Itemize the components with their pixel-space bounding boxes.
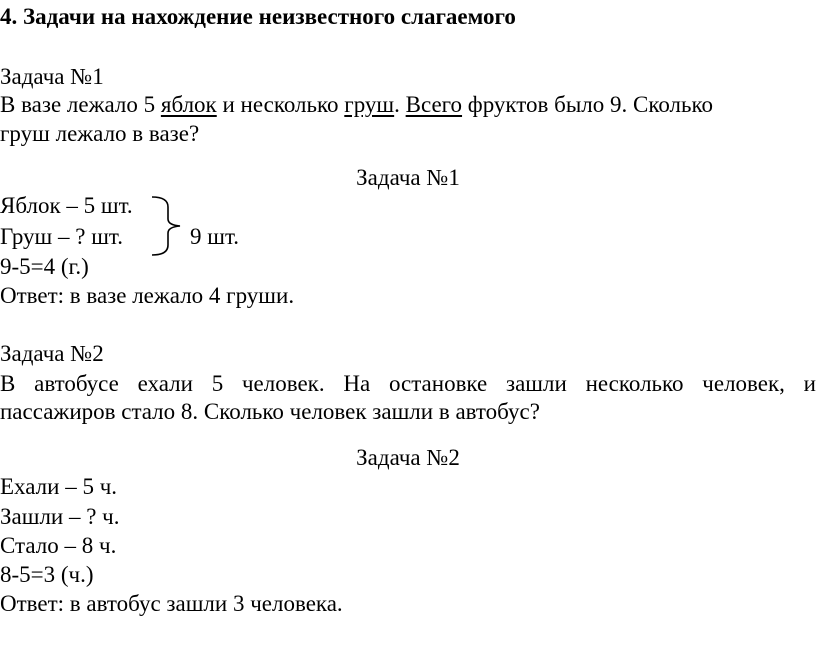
task1-answer: Ответ: в вазе лежало 4 груши. — [0, 283, 295, 308]
task2-problem-line2: пассажиров стало 8. Сколько человек зашли в автобус? — [0, 399, 540, 424]
task1-word-total: Всего — [405, 92, 463, 117]
task2-header: Задача №2 — [0, 341, 104, 366]
task1-header: Задача №1 — [0, 64, 104, 89]
task2-row-entered: Зашли – ? ч. — [0, 504, 120, 529]
task2-answer: Ответ: в автобус зашли 3 человека. — [0, 591, 343, 616]
task2-row-rode: Ехали – 5 ч. — [0, 474, 118, 499]
task1-row-pears: Груш – ? шт. — [0, 224, 123, 249]
task1-problem-line2: груш лежало в вазе? — [0, 121, 200, 146]
task2-row-became: Стало – 8 ч. — [0, 533, 117, 558]
task2-solution-header: Задача №2 — [356, 445, 460, 470]
task1-problem-line1 — [0, 91, 713, 119]
task2-calc: 8-5=3 (ч.) — [0, 562, 94, 587]
task1-problem-text-b: и несколько — [216, 92, 345, 117]
task1-word-apples: яблок — [160, 92, 217, 117]
task1-problem-text-a: В вазе лежало 5 — [0, 92, 161, 117]
curly-brace-icon — [150, 195, 190, 257]
task1-row-apples: Яблок – 5 шт. — [0, 193, 133, 218]
task1-solution-header: Задача №1 — [356, 165, 460, 190]
task1-word-pears: груш — [344, 92, 395, 117]
task1-calc: 9-5=4 (г.) — [0, 254, 89, 279]
page-title: 4. Задачи на нахождение неизвестного слагаемого — [0, 4, 516, 29]
task1-problem-text-c: . — [394, 92, 406, 117]
task2-problem-line1: В автобусе ехали 5 человек. На остановке зашли несколько человек, и — [0, 371, 816, 396]
task1-total: 9 шт. — [190, 224, 240, 249]
task1-problem-text-d: фруктов было 9. Сколько — [462, 92, 714, 117]
